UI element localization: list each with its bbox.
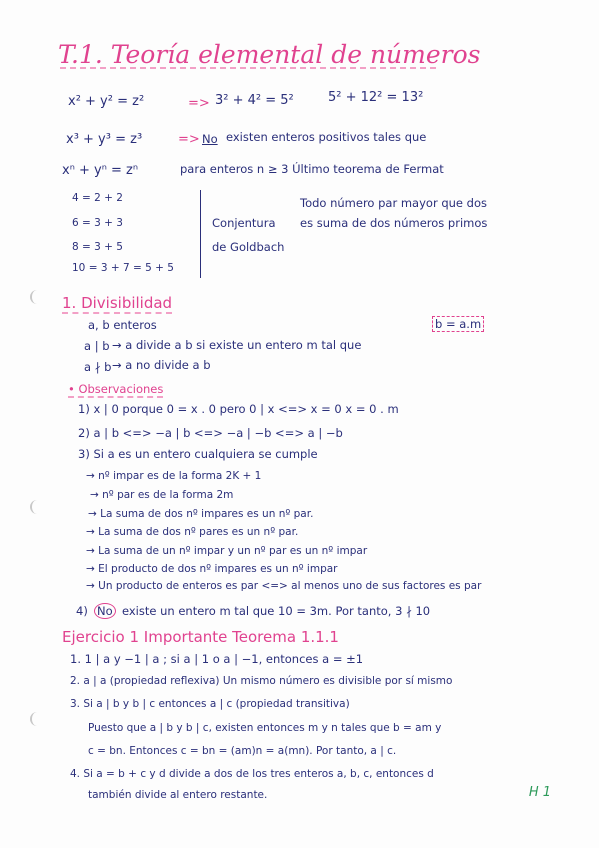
observation-4-number: 4) [76,604,88,618]
exercise-item: 4. Si a = b + c y d divide a dos de los tres enteros a, b, c, entonces d [70,768,434,780]
exercise-item: 3. Si a | b y b | c entonces a | c (propiedad transitiva) [70,698,350,710]
section-heading-divisibilidad: 1. Divisibilidad [62,294,173,312]
observaciones-heading: • Observaciones [68,382,164,396]
observation-sub: → La suma de dos nº impares es un nº par. [88,508,314,520]
punch-hole-mark [30,290,42,304]
title-underline [60,67,436,69]
page-corner-mark: H 1 [528,785,551,800]
goldbach-bracket [200,190,209,278]
observation-item: 2) a | b <=> −a | b <=> −a | −b <=> a | −b [78,426,343,440]
exercise-proof: también divide al entero restante. [88,789,268,801]
exercise-proof: c = bn. Entonces c = bn = (am)n = a(mn). Por tanto, a | c. [88,745,397,757]
observation-sub: → La suma de dos nº pares es un nº par. [86,526,299,538]
observation-sub: → El producto de dos nº impares es un nº impar [86,563,338,575]
definition-box: b = a.m [432,316,484,332]
goldbach-row: 4 = 2 + 2 [72,192,123,204]
definition-line: → a no divide a b [112,358,211,372]
observation-item: 1) x | 0 porque 0 = x . 0 pero 0 | x <=> x = 0 x = 0 . m [78,402,399,416]
implies-arrow: => [188,96,210,111]
formula-pythagoras: x² + y² = z² [68,94,145,109]
exercise-item: 1. 1 | a y −1 | a ; si a | 1 o a | −1, entonces a = ±1 [70,652,364,666]
goldbach-row: 8 = 3 + 5 [72,241,123,253]
punch-hole-mark [30,500,42,514]
exercise-item: 2. a | a (propiedad reflexiva) Un mismo número es divisible por sí mismo [70,675,453,687]
no-circled: No [94,603,116,619]
goldbach-note: es suma de dos números primos [300,216,488,230]
definition-line: a, b enteros [88,318,157,332]
observation-sub: → nº impar es de la forma 2K + 1 [86,470,262,482]
goldbach-label: de Goldbach [212,240,285,254]
goldbach-row: 6 = 3 + 3 [72,217,123,229]
goldbach-note: Todo número par mayor que dos [300,196,487,210]
punch-hole-mark [30,712,42,726]
fermat-note: para enteros n ≥ 3 Último teorema de Fermat [180,162,444,176]
definition-line: → a divide a b si existe un entero m tal que [112,338,362,352]
example-51213: 5² + 12² = 13² [328,90,424,105]
example-345: 3² + 4² = 5² [215,93,294,108]
formula-cubes: x³ + y³ = z³ [66,132,143,147]
exercise-heading: Ejercicio 1 Importante Teorema 1.1.1 [62,628,339,646]
goldbach-row: 10 = 3 + 7 = 5 + 5 [72,262,174,274]
observation-sub: → La suma de un nº impar y un nº par es un nº impar [86,545,368,557]
observation-item: existe un entero m tal que 10 = 3m. Por tanto, 3 ∤ 10 [122,604,431,618]
no-word: No [202,132,218,146]
observation-sub: → nº par es de la forma 2m [90,489,234,501]
divides-symbol: a | b [84,339,110,353]
observation-item: 3) Si a es un entero cualquiera se cumple [78,447,318,461]
goldbach-label: Conjentura [212,216,276,230]
formula-n-powers: xⁿ + yⁿ = zⁿ [62,163,139,178]
implies-arrow: => [178,132,200,147]
exercise-proof: Puesto que a | b y b | c, existen entonces m y n tales que b = am y [88,722,442,734]
observation-sub: → Un producto de enteros es par <=> al menos uno de sus factores es par [86,580,482,592]
not-divides-symbol: a ∤ b [84,360,112,374]
page-title: T.1. Teoría elemental de números [58,40,481,69]
formula-cubes-note: existen enteros positivos tales que [226,130,427,144]
